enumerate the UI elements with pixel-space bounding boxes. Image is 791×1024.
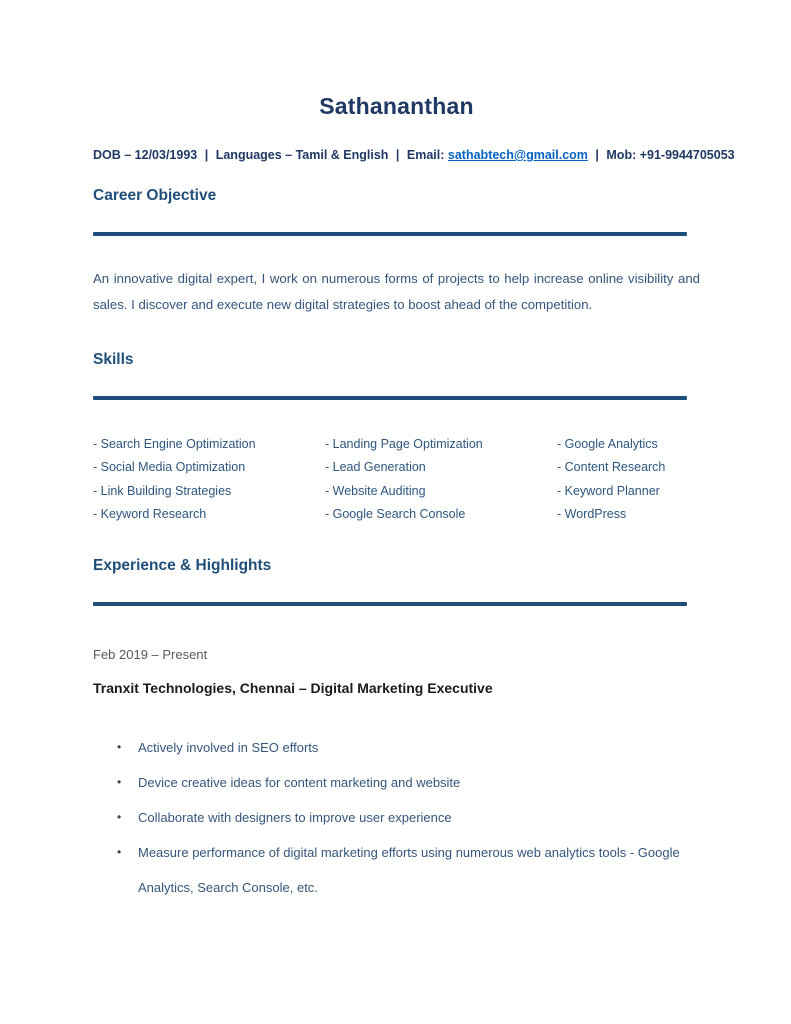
skills-column-1: [93, 433, 325, 526]
section-heading-skills: Skills: [93, 351, 134, 368]
contact-separator: |: [204, 148, 209, 162]
skill-item: - Keyword Research: [93, 506, 207, 521]
experience-bullet: [117, 730, 702, 765]
skill-item: - Website Auditing: [325, 483, 426, 498]
bullet-icon: •: [117, 810, 122, 825]
skill-item: - Landing Page Optimization: [325, 437, 483, 451]
experience-bullet-text: Actively involved in SEO efforts: [138, 740, 319, 756]
contact-email-link[interactable]: sathabtech@gmail.com: [447, 148, 588, 162]
skill-item: - Content Research: [557, 460, 666, 475]
skill-item: - Search Engine Optimization: [93, 437, 256, 451]
experience-role-title: Tranxit Technologies, Chennai – Digital Marketing Executive: [93, 680, 493, 697]
skill-item: - Google Analytics: [557, 437, 658, 451]
contact-languages: Languages – Tamil & English: [215, 148, 389, 162]
skills-column-2: [325, 433, 557, 526]
section-heading-career-objective: Career Objective: [93, 187, 217, 204]
career-objective-text: An innovative digital expert, I work on numerous forms of projects to help increase online visibility and sales. I discover and execute new digital strategies to boost ahead of the competition.: [93, 271, 700, 312]
section-divider: [93, 396, 687, 400]
experience-bullet-text: Measure performance of digital marketing efforts using numerous web analytics tools - Google Analytics, Search Console, etc.: [138, 845, 680, 896]
experience-bullet-text: Collaborate with designers to improve user experience: [138, 810, 452, 826]
bullet-icon: •: [117, 845, 122, 860]
section-divider: [93, 602, 687, 606]
bullet-icon: •: [117, 775, 122, 790]
experience-bullet-list: [93, 730, 702, 905]
skill-item: - Link Building Strategies: [93, 483, 232, 498]
section-heading-experience: Experience & Highlights: [93, 557, 272, 575]
contact-separator: |: [395, 148, 400, 162]
skill-item: - Google Search Console: [325, 506, 466, 521]
experience-date-range: Feb 2019 – Present: [93, 647, 208, 663]
skill-item: - Social Media Optimization: [93, 460, 246, 475]
page-title: Sathananthan: [319, 93, 474, 119]
contact-email-label: Email:: [406, 148, 448, 162]
skills-column-3: [557, 433, 665, 526]
bullet-icon: •: [117, 740, 122, 755]
skill-item: - WordPress: [557, 506, 627, 521]
experience-bullet: [117, 800, 702, 835]
skill-item: - Lead Generation: [325, 460, 426, 475]
experience-bullet: [117, 835, 702, 905]
skills-grid: [93, 433, 700, 526]
experience-bullet: [117, 765, 702, 800]
contact-mobile: Mob: +91-9944705053: [606, 148, 735, 162]
contact-dob: DOB – 12/03/1993: [93, 148, 198, 162]
contact-separator: |: [595, 148, 599, 162]
skill-item: - Keyword Planner: [557, 483, 660, 498]
experience-bullet-text: Device creative ideas for content marketing and website: [138, 775, 461, 791]
section-divider: [93, 232, 687, 236]
contact-line: [93, 147, 735, 163]
